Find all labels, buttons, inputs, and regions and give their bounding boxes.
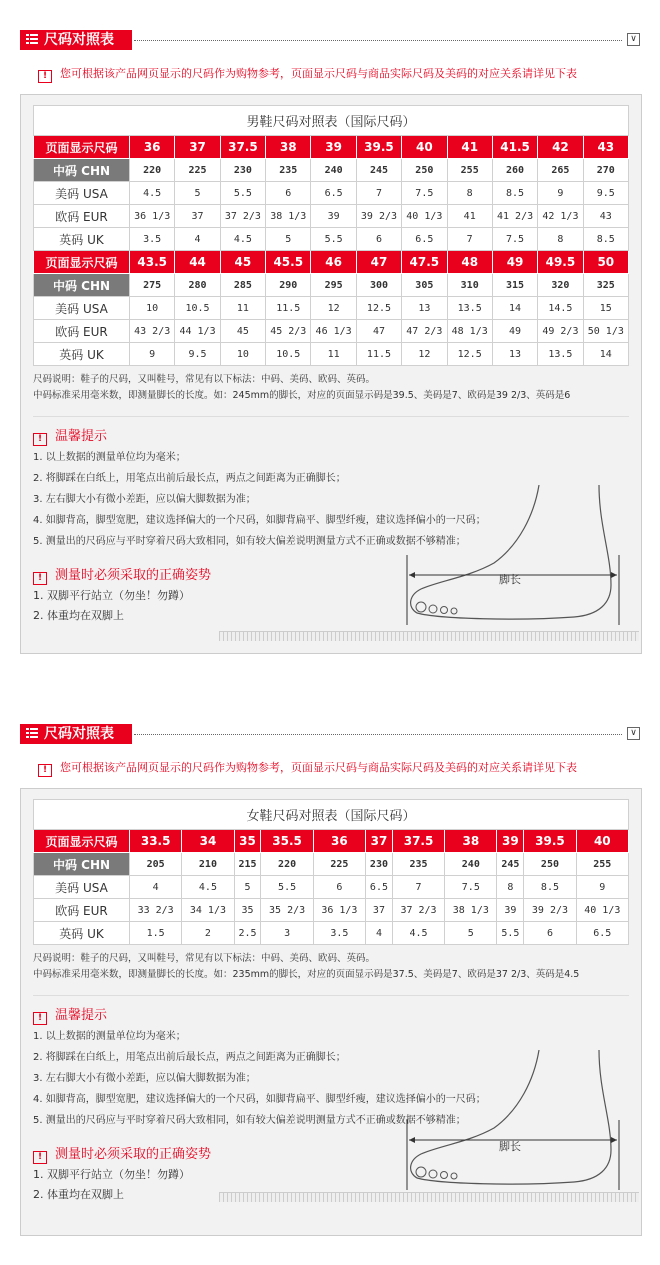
pose-item: 2. 体重均在双脚上 [33,609,124,622]
size-cell: 220 [130,159,175,182]
size-cell: 12 [311,297,356,320]
tip-item: 1. 以上数据的测量单位均为毫米； [33,452,186,463]
size-cell: 47 2/3 [402,320,447,343]
foot-illustration [399,1050,629,1200]
size-row [34,830,629,853]
size-cell: 6.5 [576,922,628,945]
notice [38,760,660,776]
size-cell: 6.5 [402,228,447,251]
pose-title: ! 测量时必须采取的正确姿势 [33,1145,629,1165]
size-row [34,228,629,251]
size-cell: 43 2/3 [130,320,175,343]
size-cell: 11.5 [356,343,401,366]
size-cell: 6 [266,182,311,205]
size-cell: 35 [234,830,261,853]
tip-item: 3. 左右脚大小有微小差距，应以偏大脚数据为准； [33,1073,256,1084]
table-title-row [34,106,629,136]
size-cell: 35.5 [261,830,313,853]
size-row [34,343,629,366]
size-cell: 275 [130,274,175,297]
size-cell: 260 [492,159,537,182]
size-cell: 5 [445,922,497,945]
size-cell: 39.5 [524,830,576,853]
size-cell: 245 [497,853,524,876]
size-cell: 41 2/3 [492,205,537,228]
tip-item: 5. 测量出的尺码应与平时穿着尺码大致相同，如有较大偏差说明测量方式不正确或数据不够精准； [33,1115,466,1126]
size-cell: 9 [130,343,175,366]
size-cell: 4.5 [220,228,265,251]
size-cell: 7 [356,182,401,205]
size-cell: 36 [313,830,365,853]
size-cell: 295 [311,274,356,297]
pose-item: 1. 双脚平行站立（勿坐！勿蹲） [33,1168,190,1181]
size-row [34,182,629,205]
notice [38,66,660,82]
size-cell: 255 [447,159,492,182]
size-cell: 5.5 [497,922,524,945]
size-cell: 39 [311,136,356,159]
size-cell: 240 [311,159,356,182]
row-label: 英码 UK [34,343,130,366]
size-cell: 230 [220,159,265,182]
size-cell: 6 [356,228,401,251]
size-cell: 10 [130,297,175,320]
size-cell: 1.5 [130,922,182,945]
header-title: 尺码对照表 [44,726,114,742]
size-cell: 265 [538,159,583,182]
foot-illustration [399,485,629,635]
size-cell: 6 [524,922,576,945]
size-cell: 255 [576,853,628,876]
header-dotted-line [134,734,622,735]
size-row [34,876,629,899]
size-cell: 13 [492,343,537,366]
size-cell: 9.5 [583,182,628,205]
men-size-section [0,28,660,654]
size-cell: 47 [356,251,401,274]
pose-item: 2. 体重均在双脚上 [33,1188,124,1201]
size-cell: 39 2/3 [356,205,401,228]
size-cell: 240 [445,853,497,876]
tip-item: 5. 测量出的尺码应与平时穿着尺码大致相同，如有较大偏差说明测量方式不正确或数据不够精准； [33,536,466,547]
size-cell: 220 [261,853,313,876]
size-cell: 33 2/3 [130,899,182,922]
size-row [34,136,629,159]
foot-length-label: 脚长 [499,573,521,586]
size-row [34,274,629,297]
size-cell: 34 [182,830,234,853]
size-cell: 210 [182,853,234,876]
size-cell: 3.5 [313,922,365,945]
size-cell: 43 [583,136,628,159]
size-cell: 38 [445,830,497,853]
size-panel [20,94,642,654]
table-title: 女鞋尺码对照表（国际尺码） [34,800,629,830]
foot-measure-icon [399,485,629,635]
tip-item: 2. 将脚踩在白纸上，用笔点出前后最长点，两点之间距离为正确脚长； [33,473,346,484]
size-cell: 42 1/3 [538,205,583,228]
size-row [34,251,629,274]
size-cell: 14.5 [538,297,583,320]
tip-item: 4. 如脚背高，脚型宽肥，建议选择偏大的一个尺码，如脚背扁平、脚型纤瘦，建议选择偏小的一尺码； [33,1094,486,1105]
size-notes [33,951,629,983]
size-cell: 4.5 [392,922,444,945]
header-badge [20,724,132,744]
size-cell: 37 2/3 [392,899,444,922]
size-row [34,297,629,320]
size-cell: 235 [266,159,311,182]
ruler [219,1192,639,1202]
size-cell: 285 [220,274,265,297]
size-cell: 235 [392,853,444,876]
size-cell: 49.5 [538,251,583,274]
size-cell: 38 [266,136,311,159]
size-cell: 39.5 [356,136,401,159]
row-label: 美码 USA [34,182,130,205]
size-cell: 230 [366,853,393,876]
row-label: 欧码 EUR [34,320,130,343]
size-cell: 40 1/3 [576,899,628,922]
section-header [20,722,642,746]
size-cell: 14 [492,297,537,320]
size-cell: 245 [356,159,401,182]
table-title-row [34,800,629,830]
row-label: 页面显示尺码 [34,251,130,274]
section-header [20,28,642,52]
size-cell: 36 [130,136,175,159]
size-cell: 10 [220,343,265,366]
size-cell: 37.5 [392,830,444,853]
size-cell: 38 1/3 [266,205,311,228]
foot-measure-icon [399,1050,629,1200]
warning-icon: ! [33,433,47,446]
size-cell: 45 [220,251,265,274]
warning-icon: ! [33,572,47,585]
tips-block [33,416,629,626]
size-cell: 45 2/3 [266,320,311,343]
size-cell: 49 [492,320,537,343]
tips-block [33,995,629,1205]
size-cell: 44 1/3 [175,320,220,343]
size-cell: 37 [366,899,393,922]
list-icon [26,728,38,739]
warning-icon: ! [33,1012,47,1025]
size-cell: 250 [402,159,447,182]
size-cell: 10.5 [266,343,311,366]
size-cell: 14 [583,343,628,366]
size-cell: 42 [538,136,583,159]
size-cell: 41 [447,205,492,228]
size-cell: 4 [175,228,220,251]
size-row [34,899,629,922]
table-title: 男鞋尺码对照表（国际尺码） [34,106,629,136]
row-label: 欧码 EUR [34,205,130,228]
row-label: 页面显示尺码 [34,830,130,853]
size-cell: 37 2/3 [220,205,265,228]
tip-item: 3. 左右脚大小有微小差距，应以偏大脚数据为准； [33,494,256,505]
size-cell: 2.5 [234,922,261,945]
size-cell: 50 [583,251,628,274]
size-cell: 225 [175,159,220,182]
size-cell: 8 [447,182,492,205]
foot-length-label: 脚长 [499,1140,521,1153]
size-cell: 8.5 [524,876,576,899]
size-cell: 11 [220,297,265,320]
size-cell: 3.5 [130,228,175,251]
size-cell: 12.5 [356,297,401,320]
note-line: 中码标准采用毫米数，即测量脚长的长度。如：245mm的脚长，对应的页面显示码是39.5、美码是7、欧码是39 2/3、英码是6 [33,390,571,401]
size-cell: 36 1/3 [313,899,365,922]
size-cell: 35 2/3 [261,899,313,922]
size-cell: 39 [497,899,524,922]
row-label: 英码 UK [34,228,130,251]
size-cell: 43.5 [130,251,175,274]
size-cell: 325 [583,274,628,297]
size-cell: 48 1/3 [447,320,492,343]
ruler [219,631,639,641]
tips-title: ! 温馨提示 [33,427,629,447]
size-row [34,205,629,228]
row-label: 欧码 EUR [34,899,130,922]
size-cell: 290 [266,274,311,297]
size-cell: 2 [182,922,234,945]
size-cell: 46 [311,251,356,274]
size-cell: 37 [175,136,220,159]
size-cell: 315 [492,274,537,297]
size-cell: 3 [261,922,313,945]
size-cell: 4.5 [182,876,234,899]
size-cell: 11.5 [266,297,311,320]
size-cell: 7.5 [445,876,497,899]
size-cell: 39 [311,205,356,228]
size-panel [20,788,642,1236]
size-cell: 5 [266,228,311,251]
size-cell: 37 [175,205,220,228]
warning-icon: ! [33,1151,47,1164]
size-cell: 5 [175,182,220,205]
size-cell: 8 [538,228,583,251]
size-cell: 6.5 [311,182,356,205]
pose-title: ! 测量时必须采取的正确姿势 [33,566,629,586]
size-cell: 5.5 [261,876,313,899]
size-cell: 10.5 [175,297,220,320]
size-cell: 300 [356,274,401,297]
size-cell: 39 2/3 [524,899,576,922]
row-label: 页面显示尺码 [34,136,130,159]
size-cell: 13.5 [538,343,583,366]
size-cell: 45.5 [266,251,311,274]
size-row [34,159,629,182]
size-cell: 9 [576,876,628,899]
tip-item: 2. 将脚踩在白纸上，用笔点出前后最长点，两点之间距离为正确脚长； [33,1052,346,1063]
men-size-table [33,105,629,366]
size-cell: 47.5 [402,251,447,274]
size-cell: 6 [313,876,365,899]
header-dotted-line [134,40,622,41]
size-cell: 7 [392,876,444,899]
size-cell: 12.5 [447,343,492,366]
row-label: 英码 UK [34,922,130,945]
tips-title: ! 温馨提示 [33,1006,629,1026]
size-row [34,320,629,343]
size-row [34,853,629,876]
size-cell: 13.5 [447,297,492,320]
size-cell: 37.5 [220,136,265,159]
warning-icon: ! [38,70,52,83]
size-cell: 47 [356,320,401,343]
size-cell: 49 2/3 [538,320,583,343]
size-cell: 33.5 [130,830,182,853]
size-cell: 4.5 [130,182,175,205]
size-cell: 5.5 [220,182,265,205]
size-cell: 12 [402,343,447,366]
size-cell: 5 [234,876,261,899]
size-cell: 225 [313,853,365,876]
size-cell: 40 [402,136,447,159]
size-cell: 45 [220,320,265,343]
size-cell: 46 1/3 [311,320,356,343]
size-cell: 205 [130,853,182,876]
size-cell: 44 [175,251,220,274]
tip-item: 4. 如脚背高，脚型宽肥，建议选择偏大的一个尺码，如脚背扁平、脚型纤瘦，建议选择偏小的一尺码； [33,515,486,526]
note-line: 尺码说明：鞋子的尺码，又叫鞋号，常见有以下标法：中码、美码、欧码、英码。 [33,374,376,385]
size-cell: 40 [576,830,628,853]
row-label: 中码 CHN [34,274,130,297]
size-cell: 13 [402,297,447,320]
collapse-toggle-icon[interactable]: ∨ [627,33,640,46]
women-size-section [0,722,660,1236]
size-cell: 40 1/3 [402,205,447,228]
note-line: 中码标准采用毫米数，即测量脚长的长度。如：235mm的脚长，对应的页面显示码是37.5、美码是7、欧码是37 2/3、英码是4.5 [33,969,580,980]
size-notes [33,372,629,404]
size-cell: 34 1/3 [182,899,234,922]
size-cell: 4 [366,922,393,945]
size-cell: 280 [175,274,220,297]
size-cell: 8 [497,876,524,899]
row-label: 美码 USA [34,876,130,899]
size-cell: 37 [366,830,393,853]
pose-item: 1. 双脚平行站立（勿坐！勿蹲） [33,589,190,602]
size-cell: 35 [234,899,261,922]
size-row [34,922,629,945]
size-cell: 250 [524,853,576,876]
warning-icon: ! [38,764,52,777]
size-cell: 305 [402,274,447,297]
size-cell: 15 [583,297,628,320]
size-cell: 215 [234,853,261,876]
collapse-toggle-icon[interactable]: ∨ [627,727,640,740]
size-cell: 11 [311,343,356,366]
notice-text: 您可根据该产品网页显示的尺码作为购物参考，页面显示尺码与商品实际尺码及美码的对应关系请详见下表 [60,761,577,774]
size-cell: 39 [497,830,524,853]
size-cell: 320 [538,274,583,297]
women-size-table [33,799,629,945]
note-line: 尺码说明：鞋子的尺码，又叫鞋号，常见有以下标法：中码、美码、欧码、英码。 [33,953,376,964]
size-cell: 7 [447,228,492,251]
size-cell: 7.5 [402,182,447,205]
size-cell: 36 1/3 [130,205,175,228]
size-cell: 50 1/3 [583,320,628,343]
size-cell: 270 [583,159,628,182]
notice-text: 您可根据该产品网页显示的尺码作为购物参考，页面显示尺码与商品实际尺码及美码的对应关系请详见下表 [60,67,577,80]
header-title: 尺码对照表 [44,32,114,48]
row-label: 中码 CHN [34,853,130,876]
size-cell: 9 [538,182,583,205]
header-badge [20,30,132,50]
size-cell: 49 [492,251,537,274]
size-cell: 7.5 [492,228,537,251]
size-cell: 310 [447,274,492,297]
size-cell: 41.5 [492,136,537,159]
size-cell: 8.5 [492,182,537,205]
size-cell: 43 [583,205,628,228]
size-cell: 6.5 [366,876,393,899]
row-label: 中码 CHN [34,159,130,182]
list-icon [26,34,38,45]
row-label: 美码 USA [34,297,130,320]
size-cell: 4 [130,876,182,899]
size-cell: 9.5 [175,343,220,366]
tip-item: 1. 以上数据的测量单位均为毫米； [33,1031,186,1042]
size-cell: 5.5 [311,228,356,251]
size-cell: 8.5 [583,228,628,251]
size-cell: 41 [447,136,492,159]
size-cell: 38 1/3 [445,899,497,922]
size-cell: 48 [447,251,492,274]
